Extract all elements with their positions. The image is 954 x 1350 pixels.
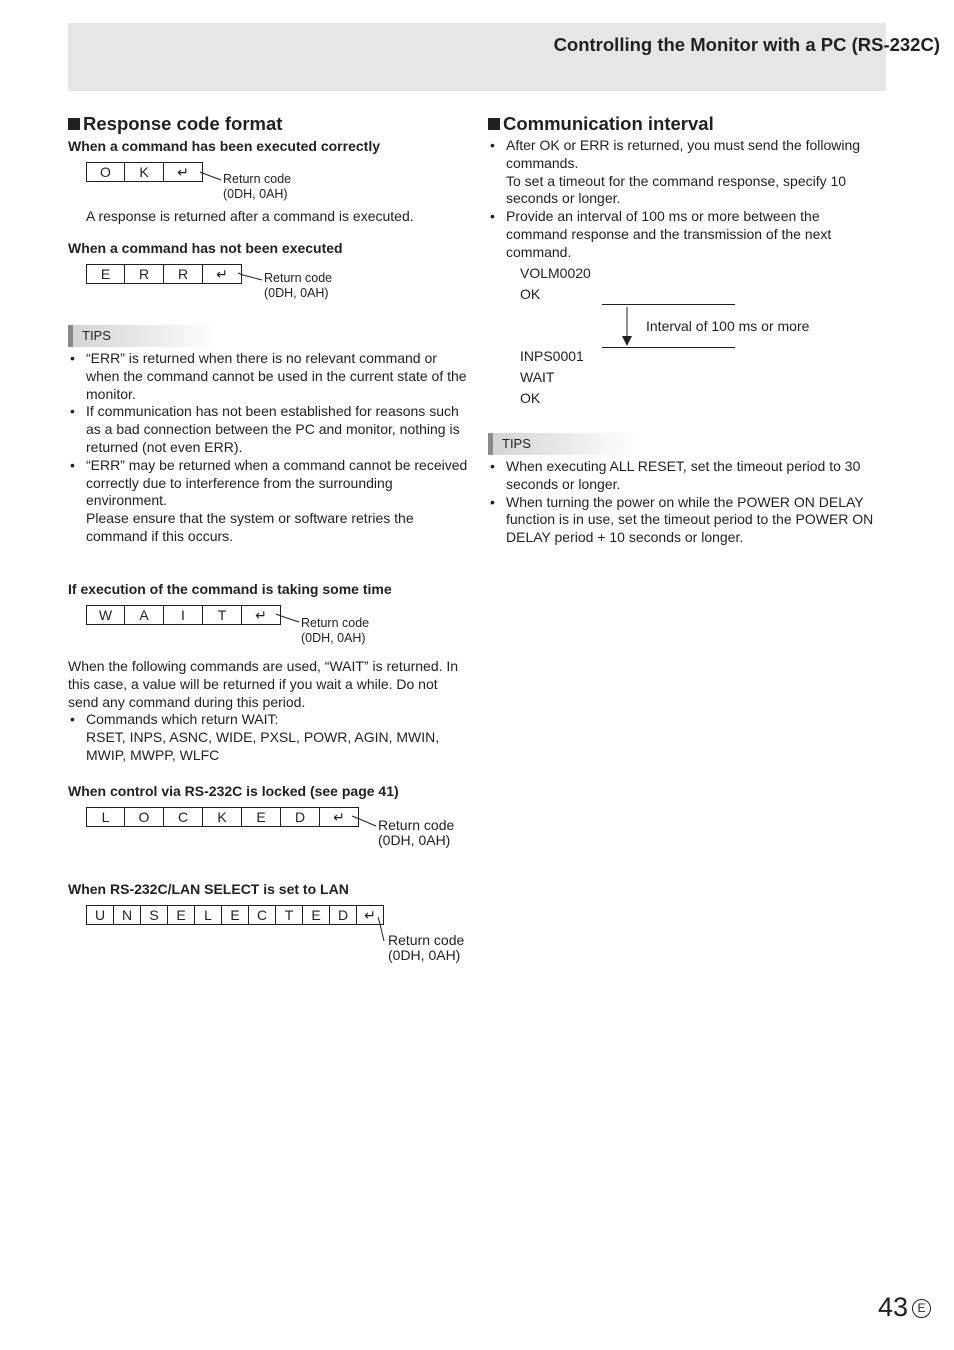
- communication-interval-title: Communication interval: [488, 113, 714, 135]
- seq-inps0001: INPS0001: [520, 348, 584, 364]
- wait-return-code-label: Return code: [301, 616, 370, 630]
- code-cell: S: [141, 906, 168, 925]
- code-cell: C: [164, 808, 203, 827]
- list-item: • “ERR” may be returned when a command cannot be received correctly due to interference from the surrounding environment. Please ensure that the system or software retries the command if this occurs.: [68, 457, 468, 546]
- code-cell: ↵: [164, 163, 203, 182]
- interval-top-rule: [602, 304, 735, 305]
- code-cell: D: [330, 906, 357, 925]
- wait-heading: If execution of the command is taking some time: [68, 581, 392, 597]
- interval-label: Interval of 100 ms or more: [646, 318, 810, 334]
- code-cell: ↵: [242, 606, 281, 625]
- seq-volm0020: VOLM0020: [520, 265, 591, 281]
- code-cell: E: [168, 906, 195, 925]
- err-leader-line: [238, 273, 262, 280]
- ok-heading: When a command has been executed correctly: [68, 138, 380, 154]
- locked-heading: When control via RS-232C is locked (see page 41): [68, 783, 399, 799]
- tips-label-left: TIPS: [68, 325, 218, 347]
- list-item: • “ERR” is returned when there is no relevant command or when the command cannot be used in the current state of the monitor.: [68, 350, 468, 403]
- language-badge: E: [912, 1299, 931, 1318]
- err-heading: When a command has not been executed: [68, 240, 343, 256]
- code-cell: E: [303, 906, 330, 925]
- wait-paragraph: When the following commands are used, “WAIT” is returned. In this case, a value will be returned if you wait a while. Do not send any command during this period.: [68, 658, 459, 710]
- code-cell: D: [281, 808, 320, 827]
- square-bullet-icon: [488, 118, 500, 130]
- ok-note: A response is returned after a command is executed.: [86, 208, 414, 224]
- code-cell: E: [242, 808, 281, 827]
- seq-wait: WAIT: [520, 369, 555, 385]
- wait-leader-line: [276, 614, 299, 622]
- code-cell: L: [87, 808, 125, 827]
- code-cell: E: [222, 906, 249, 925]
- list-item: • After OK or ERR is returned, you must send the following commands. To set a timeout for the command response, specify 10 seconds or longer.: [488, 137, 883, 208]
- code-cell: W: [87, 606, 125, 625]
- down-arrow-icon: [622, 336, 632, 346]
- code-cell: O: [87, 163, 125, 182]
- code-cell: T: [276, 906, 303, 925]
- ok-return-code-label: Return code: [223, 172, 292, 186]
- wait-return-code-value: (0DH, 0AH): [301, 631, 366, 645]
- code-cell: A: [125, 606, 164, 625]
- seq-ok-1: OK: [520, 286, 541, 302]
- unselected-heading: When RS-232C/LAN SELECT is set to LAN: [68, 881, 349, 897]
- code-cell: K: [203, 808, 242, 827]
- code-cell: U: [87, 906, 114, 925]
- code-cell: T: [203, 606, 242, 625]
- locked-leader-line: [352, 816, 376, 826]
- code-cell: ↵: [203, 265, 242, 284]
- list-item: • When executing ALL RESET, set the timeout period to 30 seconds or longer.: [488, 458, 888, 494]
- code-cell: ↵: [357, 906, 384, 925]
- unselected-return-code-value: (0DH, 0AH): [388, 947, 461, 963]
- code-cell: R: [125, 265, 164, 284]
- interval-bottom-rule: [602, 347, 735, 348]
- right-tips-list: [488, 458, 888, 547]
- ok-leader-line: [200, 172, 221, 180]
- code-cell: E: [87, 265, 125, 284]
- code-cell: K: [125, 163, 164, 182]
- seq-ok-2: OK: [520, 390, 541, 406]
- unselected-return-code-label: Return code: [388, 932, 465, 948]
- list-item: • When turning the power on while the POWER ON DELAY function is in use, set the timeout period to the POWER ON DELAY period + 10 seconds or longer.: [488, 494, 888, 547]
- code-cell: R: [164, 265, 203, 284]
- unselected-leader-line: [378, 917, 384, 941]
- page-header-title: Controlling the Monitor with a PC (RS-232C): [553, 34, 940, 55]
- tips-label-right: TIPS: [488, 433, 638, 455]
- page-number: 43: [878, 1292, 909, 1322]
- list-item: • Commands which return WAIT: RSET, INPS, ASNC, WIDE, PXSL, POWR, AGIN, MWIN, MWIP, MWPP, WLFC: [68, 711, 468, 764]
- code-cell: N: [114, 906, 141, 925]
- code-cell: O: [125, 808, 164, 827]
- code-cell: ↵: [320, 808, 359, 827]
- code-cell: L: [195, 906, 222, 925]
- response-code-format-title: Response code format: [68, 113, 282, 135]
- locked-return-code-label: Return code: [378, 817, 455, 833]
- ok-return-code-value: (0DH, 0AH): [223, 187, 288, 201]
- list-item: • Provide an interval of 100 ms or more between the command response and the transmission of the next command.: [488, 208, 883, 261]
- err-return-code-value: (0DH, 0AH): [264, 286, 329, 300]
- interval-bullets: [488, 137, 883, 262]
- code-cell: C: [249, 906, 276, 925]
- code-cell: I: [164, 606, 203, 625]
- list-item: • If communication has not been established for reasons such as a bad connection between the PC and monitor, nothing is returned (not even ERR).: [68, 403, 468, 456]
- locked-return-code-value: (0DH, 0AH): [378, 832, 451, 848]
- err-return-code-label: Return code: [264, 271, 333, 285]
